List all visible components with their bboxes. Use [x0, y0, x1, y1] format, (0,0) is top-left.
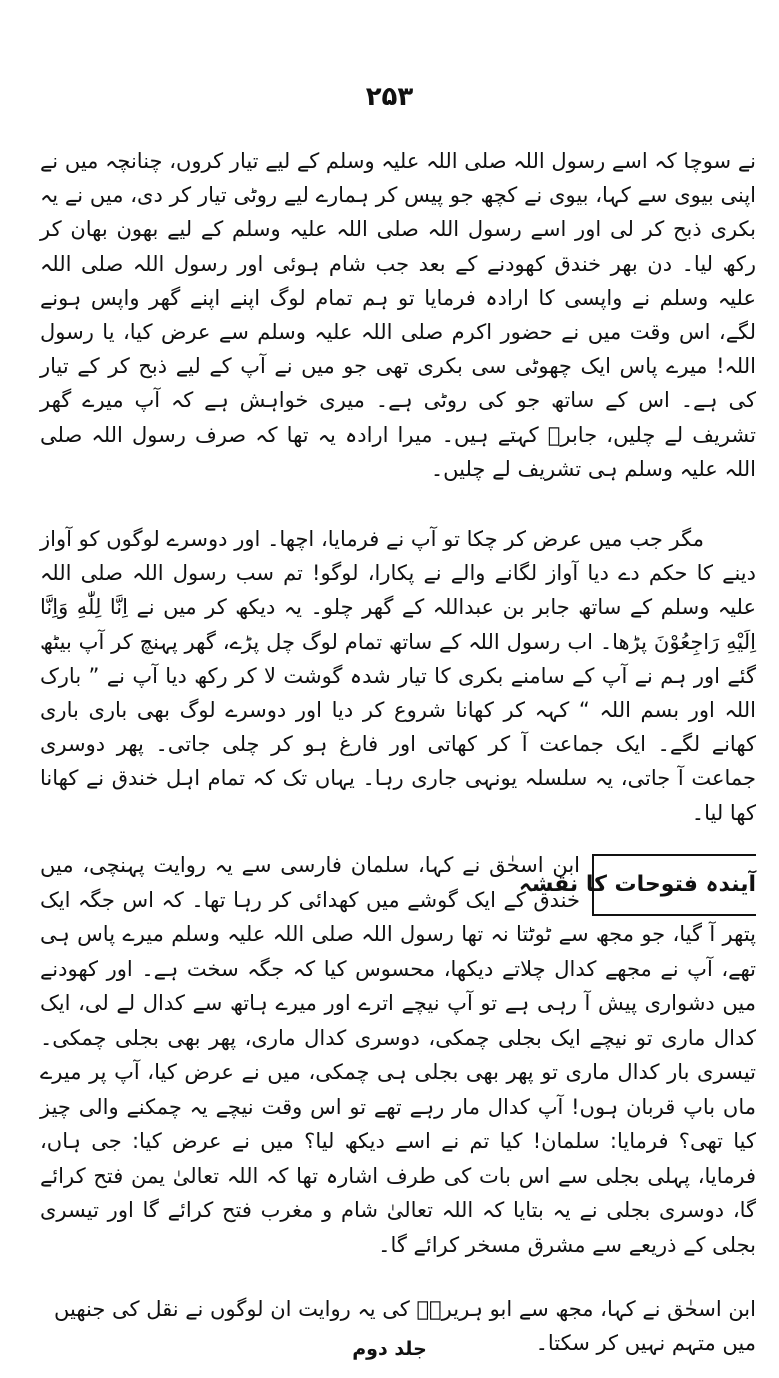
section-text: ابن اسحٰق نے کہا، سلمان فارسی سے یہ روایت پہنچی، میں خندق کے ایک گوشے میں کھدائی کر رہا تھا۔ کہ اس جگہ ایک پتھر آ گیا، جو مجھ سے ٹوٹتا نہ تھا رسول اللہ صلی اللہ علیہ وسلم میرے پاس ہی تھے، آپ نے مجھے کدال چلاتے دیکھا، محسوس کیا کہ جگہ سخت ہے۔ اور کھودنے میں دشواری پیش آ رہی ہے تو آپ نیچے اترے اور میرے ہاتھ سے کدال لے لی، ایک کدال ماری تو نیچے ایک بجلی چمکی، دوسری کدال ماری، پھر بھی بجلی چمکی۔ تیسری بار کدال ماری تو پھر بھی بجلی ہی چمکی، میں نے عرض کیا، آپ پر میرے ماں باپ قربان ہوں! آپ کدال مار رہے تھے تو اس وقت نیچے یہ چمکنے والی چیز کیا تھی؟ فرمایا: سلمان! کیا تم نے اسے دیکھ لیا؟ میں نے عرض کیا: جی ہاں، فرمایا، پہلی بجلی سے اس بات کی طرف اشارہ تھا کہ اللہ تعالیٰ یمن فتح کرائے گا، دوسری بجلی نے یہ بتایا کہ اللہ تعالیٰ شام و مغرب فتح کرائے گا اور تیسری بجلی کے ذریعے سے مشرق مسخر کرائے گا۔: [40, 853, 757, 1257]
paragraph-2: [40, 522, 756, 830]
section-heading-box: آیندہ فتوحات کا نقشہ: [592, 854, 756, 916]
closing-paragraph: ابن اسحٰق نے کہا، مجھ سے ابو ہریرہؓ کی یہ روایت ان لوگوں نے نقل کی جنھیں میں متہم نہیں کر سکتا۔: [54, 1297, 756, 1355]
page-number: ۲۵۳: [365, 82, 414, 112]
volume-footer: جلد دوم: [352, 1338, 427, 1360]
paragraph-2-text: مگر جب میں عرض کر چکا تو آپ نے فرمایا، اچھا۔ اور دوسرے لوگوں کو آواز دینے کا حکم دے دیا آواز لگانے والے نے پکارا، لوگو! تم سب رسول اللہ صلی اللہ علیہ وسلم کے ساتھ جابر بن عبداللہ کے گھر چلو۔ یہ دیکھ کر میں نے اِنَّا لِلّٰهِ وَاِنَّا اِلَيْهِ رَاجِعُوْنَ پڑھا۔ اب رسول اللہ کے ساتھ تمام لوگ چل پڑے، گھر پہنچ کر آپ بیٹھ گئے اور ہم نے آپ کے سامنے بکری کا تیار شدہ گوشت لا کر رکھ دیا آپ نے ” بارک اللہ اور بسم اللہ “ کہہ کر کھانا شروع کر دیا اور دوسرے لوگ بھی باری باری کھانے لگے۔ ایک جماعت آ کر کھاتی اور فارغ ہو کر چلی جاتی۔ پھر دوسری جماعت آ جاتی، یہ سلسلہ یونہی جاری رہا۔ یہاں تک کہ تمام اہل خندق نے کھانا کھا لیا۔: [40, 527, 756, 825]
paragraph-1: نے سوچا کہ اسے رسول اللہ صلی اللہ علیہ وسلم کے لیے تیار کروں، چنانچہ میں نے اپنی بیوی سے کہا، بیوی نے کچھ جو پیس کر ہمارے لیے روٹی تیار کر دی، میں نے یہ بکری ذبح کر لی اور اسے رسول اللہ صلی اللہ علیہ وسلم کے لیے بھون بھان کر رکھ لیا۔ دن بھر خندق کھودنے کے بعد جب شام ہوئی اور رسول اللہ صلی اللہ علیہ وسلم نے واپسی کا ارادہ فرمایا تو ہم تمام لوگ اپنے اپنے گھر واپس ہونے لگے، اس وقت میں نے حضور اکرم صلی اللہ علیہ وسلم سے عرض کیا، یا رسول اللہ! میرے پاس ایک چھوٹی سی بکری تھی جو میں نے آپ کے لیے ذبح کر کے تیار کی ہے۔ اس کے ساتھ جو کی روٹی ہے۔ میری خواہش ہے کہ آپ میرے گھر تشریف لے چلیں، جابرؓ کہتے ہیں۔ میرا ارادہ یہ تھا کہ صرف رسول اللہ صلی اللہ علیہ وسلم ہی تشریف لے چلیں۔: [40, 149, 756, 481]
future-conquests-section: [40, 848, 756, 1262]
